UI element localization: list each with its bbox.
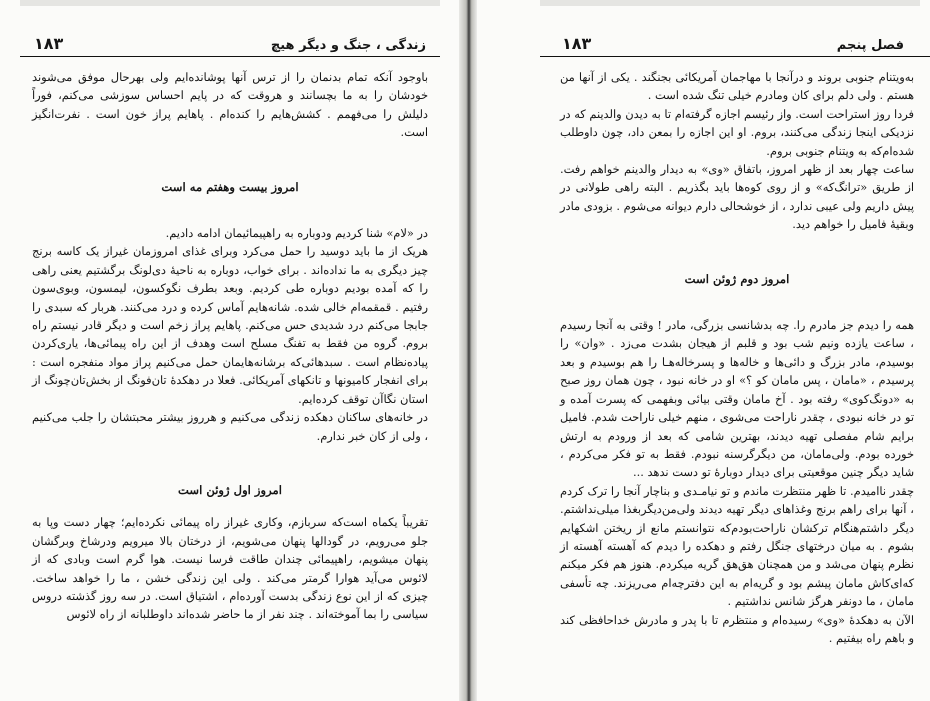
paragraph: در «لام» شنا کردیم ودوباره به راهپیمائیمان ادامه دادیم.: [165, 226, 428, 241]
paragraph: ساعت چهار بعد از ظهر امروز، باتفاق «وی» به دیدار والدینم خواهم رفت. از طریق «ترانگ‌که» و از روی کوه‌ها باید بگذریم . البته راهی طولانی در پیش داریم ولی عیبی ندارد ، از خوشحالی دارم دیوانه می‌شوم . بزودی مادر وبقیهٔ فامیل را خواهم دید.: [560, 162, 914, 232]
diary-date-heading: امروز دوم ژوئن است: [684, 271, 790, 286]
running-title: زندگی ، جنگ و دیگر هیچ: [270, 38, 426, 53]
diary-date-heading: امروز بیست وهفتم مه است: [161, 179, 299, 194]
page-number: ۱۸۳: [34, 34, 64, 53]
page-number: ۱۸۳: [562, 34, 592, 53]
paragraph: تقریباً یکماه است‌که سربازم، وکاری غیراز راه پیمائی نکرده‌ایم؛ چهار دست وپا به جلو می‌رویم، در گودالها پنهان می‌شویم، از درختان بالا میرویم ودرشاخ وبرگشان پنهان میشویم، راهپیمائی چندان طاقت فرسا نیست. هوا گرم است وبادی که از لائوس می‌آید هوارا گرمتر می‌کند . ولی این زندگی خشن ، ما را خواهد ساخت. چیزی که از این نوع زندگی بدست آورده‌ام ، اشتیاق است. در سه روز گذشته دروس سیاسی را بما آموخته‌اند . چند نفر از ما حاضر شده‌اند داوطلبانه از راه لائوس: [32, 515, 428, 622]
page-body: [540, 68, 930, 647]
running-title: فصل پنجم: [836, 38, 904, 53]
paragraph: الآن به دهکدهٔ «وی» رسیده‌ام و منتظرم تا با پدر و مادرش خداحافظی کند و باهم راه بیفتیم .: [560, 612, 914, 645]
running-header: [540, 30, 930, 57]
paragraph: چقدر ناامیدم. تا ظهر منتظرت ماندم و تو نیامـدی و بناچار آنجا را ترک کردم ، آنها برای راهم برنج وغذاهای دیگر تهیه دیدند ولی‌من‌دیگر‌بغذا میلی‌نداشتم. دیگر داشتم‌هنگام ترکشان ناراحت‌بودم‌که نتوانستم مانع از ریختن اشکهایم بشوم . به میان درختهای جنگل رفتم و دهکده را دیدم که آهسته آهسته از نظرم پنهان می‌شد و من همچنان هق‌هق گریه میکردم. هنوز هم فکر میکنم که‌ای‌کاش مامان پیشم بود و گریه‌ام به این دفترچه‌ام می‌ریزند. چه تأسفی مامان ، ما دونفر هرگز شانس نداشتیم .: [560, 483, 914, 609]
paragraph: به‌ویتنام جنوبی بروند و درآنجا با مهاجمان آمریکائی بجنگند . یکی از آنها من هستم . ولی دلم برای کان ومادرم خیلی تنگ شده است .: [560, 70, 914, 103]
paragraph: در خانه‌های ساکنان دهکده زندگی می‌کنیم و هرروز بیشتر محبتشان را جلب می‌کنیم ، ولی از کان خبر ندارم.: [32, 410, 428, 443]
book-gutter: [459, 0, 477, 701]
running-header: [20, 30, 440, 57]
paragraph: هریک از ما باید دوسید را حمل می‌کرد وبرای غذای امروزمان غیراز یک کاسه برنج چیز دیگری به ما نداده‌اند . برای خواب، دوباره به ناحیهٔ دی‌لونگ برگشتیم یعنی راهی را که آمده بودیم دوباره طی کردیم. وبعد بطرف نگوکسون، لیمسون، وبوی‌سون رفتیم . قمقمه‌ام خالی شده. شانه‌هایم آماس کرده و درد می‌کنند. هربار که سبدی را جابجا می‌کنم درد شدیدی حس می‌کنم. پاهایم پراز زخم است و دیگر قادر نیستم راه بروم. گروه من فقط به تفنگ مسلح است وهدف از این راه پیمائی‌ها، یاری‌کردن پیاده‌نظام است . سبدهائی‌که برشانه‌هایمان حمل می‌کنیم پراز مواد منفجره است : برای انفجار کامیونها و تانکهای آمریکائی. فعلا در دهکدهٔ تان‌فونگ از بخش‌تان‌چونگ از استان نگاآن توقف کرده‌ایم.: [32, 244, 428, 406]
paragraph: باوجود آنکه تمام بدنمان را از ترس آنها پوشانده‌ایم ولی بهرحال موفق می‌شوند خودشان را به ما بچسانند و هروقت که در پایم احساس سوزشی می‌کنم، فوراً دلیلش را می‌فهمم . کشش‌هایم را کنده‌ام . پاهایم پراز خون است . نفرت‌انگیز است.: [32, 70, 428, 140]
page-body: [20, 68, 440, 624]
paragraph: همه را دیدم جز مادرم را. چه بدشانسی بزرگی، مادر ! وقتی به آنجا رسیدم ، ساعت یازده ونیم شب بود و قلبم از هیجان بشدت می‌زد . «وان» را بوسیدم، مادر بزرگ و دائی‌ها و خاله‌ها و پسرخاله‌هـا را هم بوسیدم و بعد پرسیدم ، «مامان ، پس مامان کو ؟» او در خانه نبود ، چون همان روز صبح به «دونگ‌کوی» رفته بود . آخ مامان وقتی بیائی وبفهمی که پسرت آمده و تو در خانه نبودی ، چقدر ناراحت می‌شوی ، منهم خیلی ناراحت شدم. فامیل برایم شام مفصلی تهیه دیدند، بهترین شامی که بعد از ورودم به ارتش خورده بودم. ولی‌مامان، من دیگرگرسنه نبودم. فقط به تو فکر می‌کردم ، شاید دیگر چنین موقعیتی برای دیدار دوبارهٔ تو دست ندهد ...: [560, 318, 914, 480]
diary-date-heading: امروز اول ژوئن است: [178, 482, 282, 497]
paragraph: فردا روز استراحت است. واز رئیسم اجازه گرفته‌ام تا به دیدن والدینم که در نزدیکی اینجا زندگی می‌کنند، بروم. او این اجازه را بمعن داد، چون داوطلب شده‌ام‌که به ویتنام جنوبی بروم.: [560, 106, 914, 158]
right-page: [540, 0, 930, 701]
left-page: [20, 0, 440, 701]
